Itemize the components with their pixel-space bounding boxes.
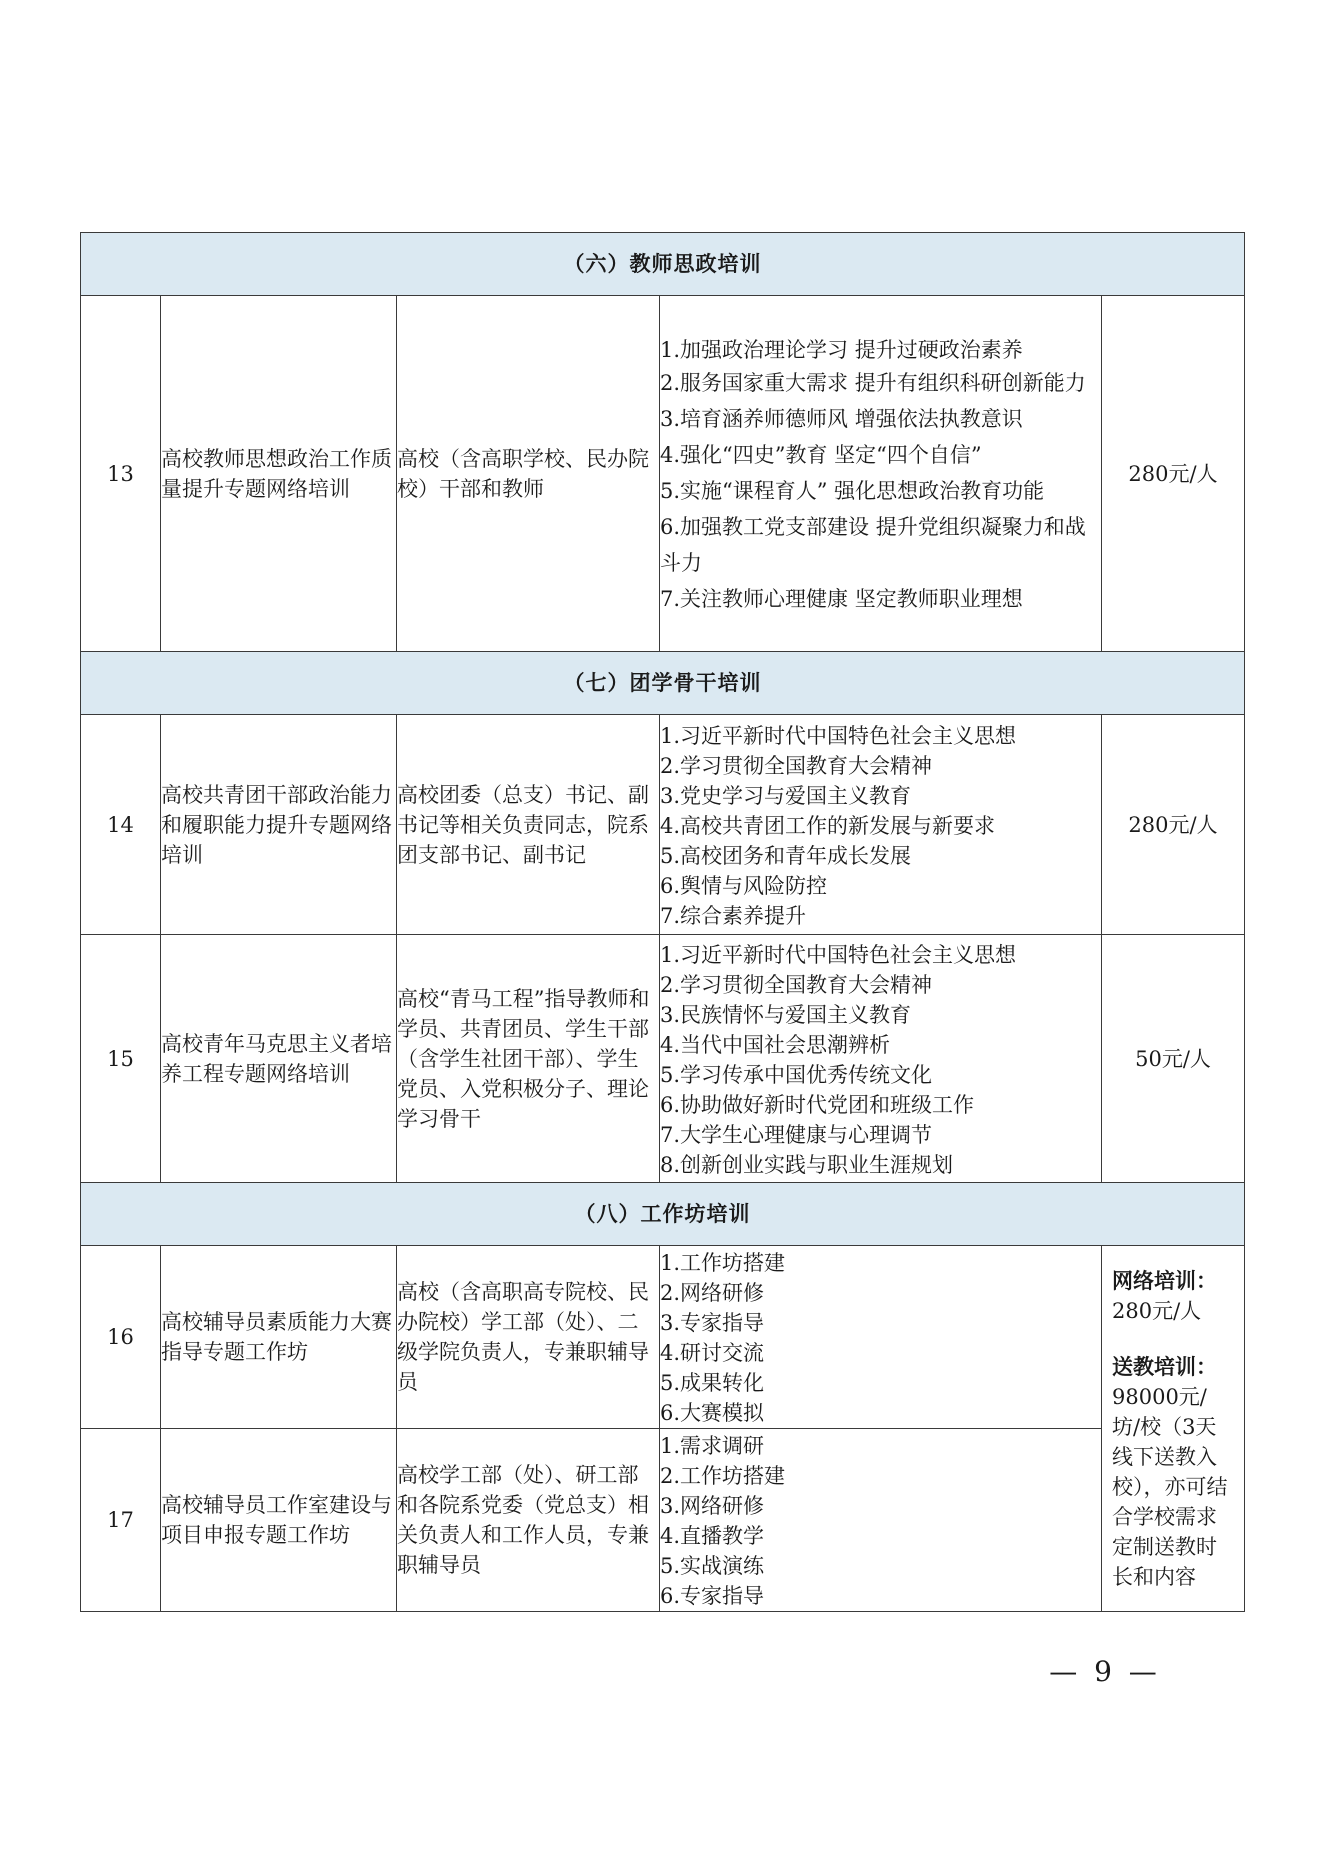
content-item: 3.党史学习与爱国主义教育 — [660, 783, 912, 808]
target-audience: 高校学工部（处）、研工部和各院系党委（党总支）相关负责人和工作人员，专兼职辅导员 — [397, 1429, 660, 1612]
target-audience: 高校（含高职高专院校、民办院校）学工部（处）、二级学院负责人，专兼职辅导员 — [397, 1246, 660, 1429]
content-item: 4.研讨交流 — [660, 1341, 765, 1365]
section-header-row — [81, 1183, 1245, 1246]
content-item: 7.综合素养提升 — [660, 903, 807, 928]
table-row — [81, 296, 1245, 652]
target-audience: 高校团委（总支）书记、副书记等相关负责同志，院系团支部书记、副书记 — [397, 715, 660, 935]
course-name: 高校辅导员工作室建设与项目申报专题工作坊 — [161, 1429, 397, 1612]
content-item: 5.实施“课程育人” 强化思想政治教育功能 — [660, 478, 1045, 503]
content-item: 3.培育涵养师德师风 增强依法执教意识 — [660, 406, 1023, 431]
fee: 50元/人 — [1102, 935, 1245, 1183]
content-item: 1.工作坊搭建 — [660, 1251, 786, 1275]
row-number: 17 — [81, 1429, 161, 1612]
page-number: — 9 — — [1049, 1655, 1161, 1688]
online-fee-value: 280元/人 — [1112, 1298, 1202, 1323]
course-content — [660, 715, 1102, 935]
course-name: 高校辅导员素质能力大赛指导专题工作坊 — [161, 1246, 397, 1429]
section-title: （六）教师思政培训 — [81, 233, 1245, 296]
content-item: 6.大赛模拟 — [660, 1401, 765, 1425]
content-item: 2.网络研修 — [660, 1281, 765, 1305]
content-item: 4.强化“四史”教育 坚定“四个自信” — [660, 442, 982, 467]
onsite-fee-label: 送教培训： — [1112, 1353, 1217, 1379]
table-row — [81, 715, 1245, 935]
table-row — [81, 935, 1245, 1183]
row-number: 14 — [81, 715, 161, 935]
workshop-fee — [1102, 1246, 1245, 1612]
content-item: 4.当代中国社会思潮辨析 — [660, 1032, 891, 1057]
content-item: 5.学习传承中国优秀传统文化 — [660, 1062, 933, 1087]
table-row — [81, 1429, 1245, 1612]
content-item: 7.关注教师心理健康 坚定教师职业理想 — [660, 586, 1023, 611]
content-item: 1.习近平新时代中国特色社会主义思想 — [660, 942, 1017, 967]
fee: 280元/人 — [1102, 715, 1245, 935]
content-item: 2.学习贯彻全国教育大会精神 — [660, 972, 933, 997]
course-content — [660, 935, 1102, 1183]
course-content — [660, 1429, 1102, 1612]
section-header-row — [81, 652, 1245, 715]
course-content — [660, 1246, 1102, 1429]
target-audience: 高校（含高职学校、民办院校）干部和教师 — [397, 296, 660, 652]
content-item: 5.实战演练 — [660, 1554, 765, 1578]
target-audience: 高校“青马工程”指导教师和学员、共青团员、学生干部（含学生社团干部）、学生党员、入党积极分子、理论学习骨干 — [397, 935, 660, 1183]
content-item: 6.专家指导 — [660, 1584, 765, 1608]
content-item: 3.专家指导 — [660, 1311, 765, 1335]
content-item: 2.学习贯彻全国教育大会精神 — [660, 753, 933, 778]
fee: 280元/人 — [1102, 296, 1245, 652]
section-title: （七）团学骨干培训 — [81, 652, 1245, 715]
online-fee-label: 网络培训： — [1112, 1267, 1217, 1293]
onsite-fee-value: 98000元/坊/校（3天线下送教入校），亦可结合学校需求定制送教时长和内容 — [1112, 1384, 1228, 1589]
content-item: 1.加强政治理论学习 提升过硬政治素养 — [660, 337, 1023, 362]
content-item: 5.高校团务和青年成长发展 — [660, 843, 912, 868]
row-number: 16 — [81, 1246, 161, 1429]
training-table — [80, 232, 1245, 1612]
row-number: 15 — [81, 935, 161, 1183]
content-item: 3.民族情怀与爱国主义教育 — [660, 1002, 912, 1027]
course-name: 高校教师思想政治工作质量提升专题网络培训 — [161, 296, 397, 652]
content-item: 6.加强教工党支部建设 提升党组织凝聚力和战斗力 — [660, 514, 1086, 575]
section-title: （八）工作坊培训 — [81, 1183, 1245, 1246]
course-name: 高校共青团干部政治能力和履职能力提升专题网络培训 — [161, 715, 397, 935]
course-name: 高校青年马克思主义者培养工程专题网络培训 — [161, 935, 397, 1183]
content-item: 4.高校共青团工作的新发展与新要求 — [660, 813, 996, 838]
content-item: 8.创新创业实践与职业生涯规划 — [660, 1152, 954, 1177]
row-number: 13 — [81, 296, 161, 652]
content-item: 1.需求调研 — [660, 1434, 765, 1458]
section-header-row — [81, 233, 1245, 296]
content-item: 1.习近平新时代中国特色社会主义思想 — [660, 723, 1017, 748]
content-item: 6.舆情与风险防控 — [660, 873, 828, 898]
table-row — [81, 1246, 1245, 1429]
content-item: 6.协助做好新时代党团和班级工作 — [660, 1092, 975, 1117]
content-item: 3.网络研修 — [660, 1494, 765, 1518]
content-item: 7.大学生心理健康与心理调节 — [660, 1122, 933, 1147]
content-item: 4.直播教学 — [660, 1524, 765, 1548]
content-item: 2.服务国家重大需求 提升有组织科研创新能力 — [660, 370, 1086, 395]
content-item: 2.工作坊搭建 — [660, 1464, 786, 1488]
course-content — [660, 296, 1102, 652]
content-item: 5.成果转化 — [660, 1371, 765, 1395]
